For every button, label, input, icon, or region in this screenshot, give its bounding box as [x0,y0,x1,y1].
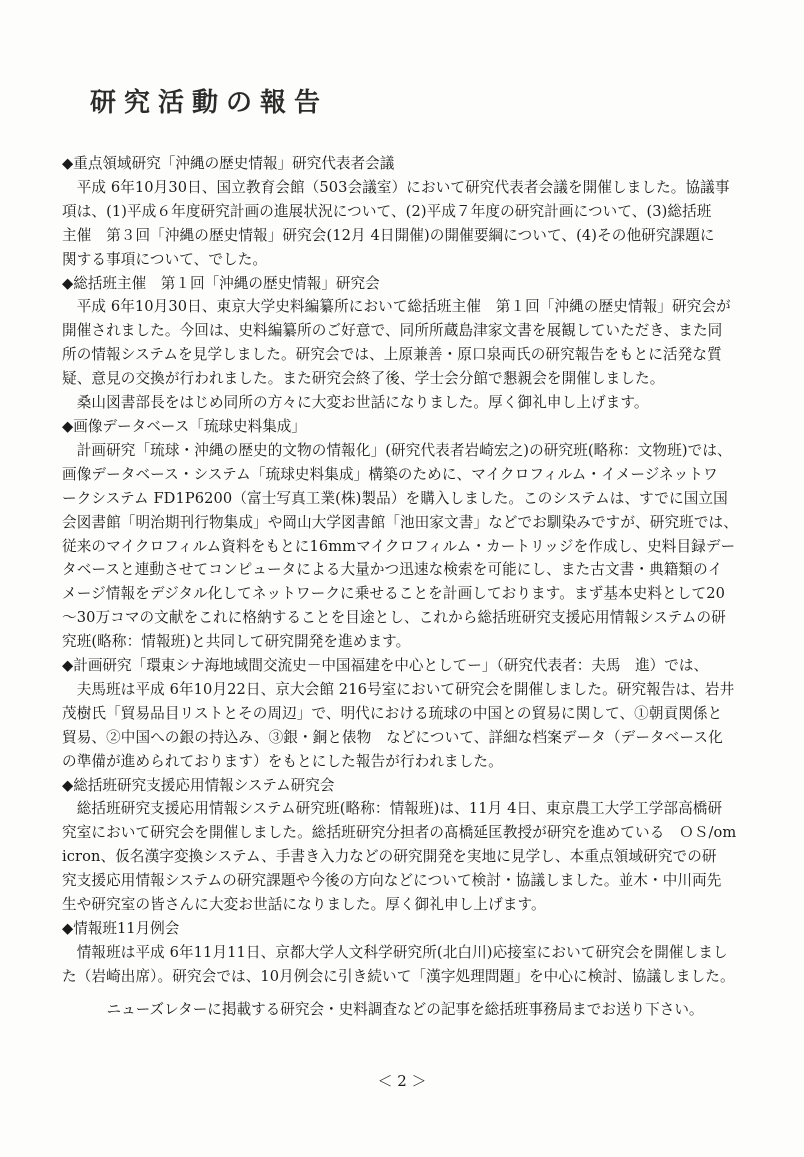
paragraph-line: icron、仮名漢字変換システム、手書き入力などの研究開発を実地に見学し、本重点領域研究での研 [62,848,717,866]
paragraph-line: 主催 第３回「沖縄の歴史情報」研究会(12月 4日開催)の開催要綱について、(4)その他研究課題に [62,226,715,244]
paragraph-line: 関する事項について、でした。 [62,250,268,268]
paragraph-line: 貿易、②中国への銀の持込み、③銀・銅と俵物 などについて、詳細な档案データ（データベース化 [62,728,723,746]
section-heading: ◆総括班研究支援応用情報システム研究会 [62,776,335,794]
section-representatives-meeting [62,152,762,272]
paragraph-line: 平成 6年10月30日、東京大学史料編纂所において総括班主催 第１回「沖縄の歴史情報」研究会が [62,298,731,316]
paragraph-line: 究班(略称：情報班)と共同して研究開発を進めます。 [62,633,411,651]
paragraph-line: 会図書館「明治期刊行物集成」や岡山大学図書館「池田家文書」などでお馴染みですが、研究班では、 [62,513,738,531]
paragraph-line: 究支援応用情報システムの研究課題や今後の方向などについて検討・協議しました。並木・中川両先 [62,872,722,890]
paragraph-line: 開催されました。今回は、史料編纂所のご好意で、同所所蔵島津家文書を展観していただき、また同 [62,322,723,340]
paragraph-line: 所の情報システムを見学しました。研究会では、上原兼善・原口泉両氏の研究報告をもとに活発な質 [62,346,722,364]
section-info-team-november [62,917,762,989]
paragraph-line: 総括班研究支援応用情報システム研究班(略称：情報班)は、11月 4日、東京農工大学工学部高橋研 [62,800,723,818]
paragraph-line: 項は、(1)平成６年度研究計画の進展状況について、(2)平成７年度の研究計画について、(3)総括班 [62,202,712,220]
paragraph-line: ークシステム FD1P6200（富士写真工業(株)製品）を購入しました。このシステムは、すでに国立国 [62,489,728,507]
section-heading: ◆情報班11月例会 [62,920,180,937]
section-heading: ◆総括班主催 第１回「沖縄の歴史情報」研究会 [62,274,380,292]
paragraph-line: 夫馬班は平成 6年10月22日、京大会館 216号室において研究会を開催しました。研究報告は、岩井 [62,680,735,698]
section-east-china-sea-research [62,654,762,774]
paragraph-line: 生や研究室の皆さんに大変お世話になりました。厚く御礼申し上げます。 [62,896,546,914]
page-title: 研究活動の報告 [90,88,329,118]
paragraph-line: 画像データベース・システム「琉球史料集成」構築のために、マイクロフィルム・イメージネットワ [62,465,718,483]
paragraph-line: 茂樹氏「貿易品目リストとその周辺」で、明代における琉球の中国との貿易に関して、①朝貢関係と [62,704,723,722]
section-first-study-meeting [62,272,762,415]
paragraph-line: 疑、意見の交換が行われました。また研究会終了後、学士会分館で懇親会を開催しました。 [62,370,665,388]
section-heading: ◆計画研究「環東シナ海地域間交流史－中国福建を中心としてー」（研究代表者：夫馬 進）では、 [62,657,709,675]
section-image-database [62,415,762,654]
paragraph-line: メージ情報をデジタル化してネットワークに乗せることを計画しております。まず基本史料として20 [62,585,725,603]
paragraph-line: の準備が進められております）をもとにした報告が行われました。 [62,752,503,770]
paragraph-line: 従来のマイクロフィルム資料をもとに16mmマイクロフィルム・カートリッジを作成し、史料目録デー [62,537,736,555]
paragraph-line: タベースと連動させてコンピュータによる大量かつ迅速な検索を可能にし、また古文書・典籍類のイ [62,561,723,579]
report-body [62,152,762,989]
paragraph-line: 計画研究「琉球・沖縄の歴史的文物の情報化」(研究代表者岩崎宏之)の研究班(略称：文物班)では、 [62,441,732,459]
section-info-system-meeting [62,774,762,917]
paragraph-line: 桑山図書部長をはじめ同所の方々に大変お世話になりました。厚く御礼申し上げます。 [62,394,649,412]
section-heading: ◆重点領域研究「沖縄の歴史情報」研究代表者会議 [62,155,395,172]
paragraph-line: た（岩崎出席）。研究会では、10月例会に引き続いて「漢字処理問題」を中心に検討、協議しました。 [62,967,735,985]
section-heading: ◆画像データベース「琉球史料集成」 [62,417,306,435]
paragraph-line: 究室において研究会を開催しました。総括班研究分担者の髙橋延匡教授が研究を進めている ＯＳ/om [62,824,737,842]
paragraph-line: ～30万コマの文献をこれに格納することを目途とし、これから総括班研究支援応用情報システムの研 [62,609,726,627]
page-number: ＜ 2 ＞ [377,1072,427,1090]
paragraph-line: 情報班は平成 6年11月11日、京都大学人文科学研究所(北白川)応接室において研究会を開催しまし [62,943,728,961]
submission-note: ニューズレターに掲載する研究会・史料調査などの記事を総括班事務局までお送り下さい。 [106,1001,704,1018]
paragraph-line: 平成 6年10月30日、国立教育会館（503会議室）において研究代表者会議を開催しました。協議事 [62,178,730,196]
